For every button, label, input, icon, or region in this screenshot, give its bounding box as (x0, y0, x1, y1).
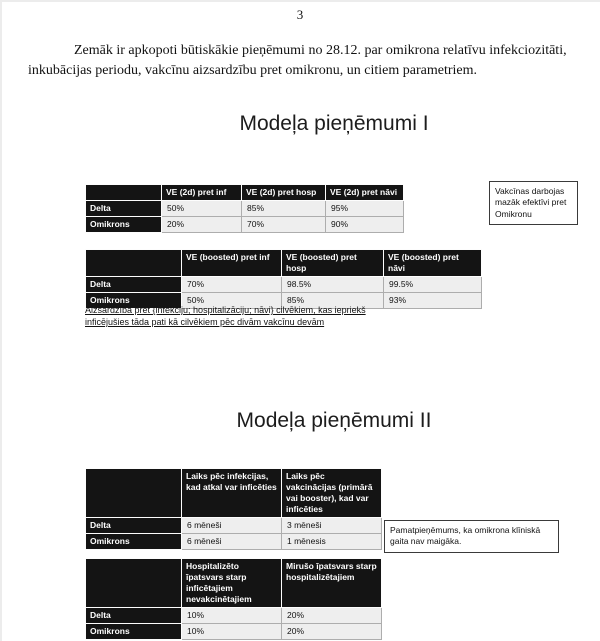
table-corner-cell (86, 250, 182, 277)
note-box-vaccine-efficacy (489, 181, 578, 225)
cell-value: 50% (182, 293, 282, 309)
table-ve-boosted (85, 249, 482, 309)
cell-value: 6 mēneši (182, 534, 282, 550)
cell-value: 20% (162, 217, 242, 233)
cell-value: 10% (182, 608, 282, 624)
table-row (86, 277, 482, 293)
column-header: VE (boosted) pret nāvi (384, 250, 482, 277)
page-number: 3 (296, 7, 304, 22)
cell-value: 6 mēneši (182, 518, 282, 534)
row-label: Delta (86, 608, 182, 624)
cell-value: 3 mēneši (282, 518, 382, 534)
column-header: VE (boosted) pret hosp (282, 250, 384, 277)
footnote-text: Aizsardzība pret {infekciju; hospitalizāciju; nāvi} cilvēkiem, kas iepriekš inficējušies tāda pati kā cilvēkiem pēc divām vakcīnu devām (85, 305, 366, 328)
section2-title: Modeļa pieņēmumi II (236, 409, 432, 432)
row-label: Omikrons (86, 624, 182, 640)
cell-value: 20% (282, 608, 382, 624)
section1-title: Modeļa pieņēmumi I (239, 112, 429, 135)
table-row (86, 201, 404, 217)
row-label: Omikrons (86, 293, 182, 309)
table-row (86, 608, 382, 624)
row-label: Omikrons (86, 534, 182, 550)
cell-value: 20% (282, 624, 382, 640)
table-ve-2d (85, 184, 404, 233)
column-header: Mirušo īpatsvars starp hospitalizētajiem (282, 559, 382, 608)
column-header: VE (2d) pret hosp (242, 185, 326, 201)
footnote-prior-infection (85, 304, 385, 328)
cell-value: 1 mēnesis (282, 534, 382, 550)
table-corner-cell (86, 469, 182, 518)
cell-value: 85% (242, 201, 326, 217)
row-label: Omikrons (86, 217, 162, 233)
cell-value: 93% (384, 293, 482, 309)
table-row (86, 534, 382, 550)
table-row (86, 624, 382, 640)
cell-value: 50% (162, 201, 242, 217)
table-reinfection-time (85, 468, 382, 550)
column-header: Laiks pēc infekcijas, kad atkal var inficēties (182, 469, 282, 518)
table-header-row (86, 559, 382, 608)
table-corner-cell (86, 185, 162, 201)
table-row (86, 518, 382, 534)
column-header: Laiks pēc vakcinācijas (primārā vai booster), kad var inficēties (282, 469, 382, 518)
column-header: VE (boosted) pret inf (182, 250, 282, 277)
intro-paragraph: Zemāk ir apkopoti būtiskākie pieņēmumi no 28.12. par omikrona relatīvu infekciozitāti, inkubācijas periodu, vakcīnu aizsardzību pret omikronu, un citiem parametriem. (28, 43, 567, 78)
table-severity-shares (85, 558, 382, 640)
cell-value: 98.5% (282, 277, 384, 293)
cell-value: 95% (326, 201, 404, 217)
row-label: Delta (86, 201, 162, 217)
cell-value: 90% (326, 217, 404, 233)
note-box-text: Vakcīnas darbojas mazāk efektīvi pret Omikronu (495, 186, 567, 219)
table-header-row (86, 469, 382, 518)
table-header-row (86, 250, 482, 277)
table-corner-cell (86, 559, 182, 608)
cell-value: 70% (242, 217, 326, 233)
note-box-text: Pamatpieņēmums, ka omikrona klīniskā gaita nav maigāka. (390, 525, 541, 547)
table-header-row (86, 185, 404, 201)
cell-value: 10% (182, 624, 282, 640)
note-box-clinical-course (384, 520, 559, 553)
row-label: Delta (86, 277, 182, 293)
cell-value: 70% (182, 277, 282, 293)
table-row (86, 217, 404, 233)
column-header: VE (2d) pret inf (162, 185, 242, 201)
column-header: Hospitalizēto īpatsvars starp inficētajiem nevakcinētajiem (182, 559, 282, 608)
row-label: Delta (86, 518, 182, 534)
cell-value: 99.5% (384, 277, 482, 293)
cell-value: 85% (282, 293, 384, 309)
column-header: VE (2d) pret nāvi (326, 185, 404, 201)
